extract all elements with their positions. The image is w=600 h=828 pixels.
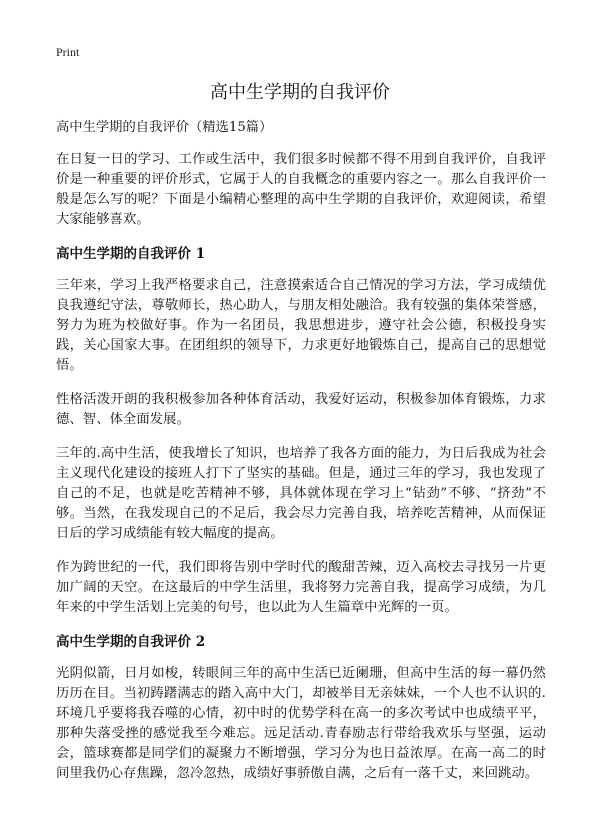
paragraph: 作为跨世纪的一代，我们即将告别中学时代的酸甜苦辣，迈入高校去寻找另一片更加广阔的天空。在这最后的中学生活里，我将努力完善自我，提高学习成绩，为几年来的中学生活划上完美的句号，也以此为人生篇章中光辉的一页。 bbox=[56, 560, 546, 615]
paragraph: 三年的.高中生活，使我增长了知识，也培养了我各方面的能力，为日后我成为社会主义现代化建设的接班人打下了坚实的基础。但是，通过三年的学习，我也发现了自己的不足，也就是吃苦精神不够，具体就体现在学习上“钻劲”不够、“挤劲”不够。当然，在我发现自己的不足后，我会尽力完善自我，培养吃苦精神，从而保证日后的学习成绩能有较大幅度的提高。 bbox=[56, 446, 546, 541]
paragraph: 三年来，学习上我严格要求自己，注意摸索适合自己情况的学习方法，学习成绩优良我遵纪守法，尊敬师长，热心助人，与朋友相处融洽。我有较强的集体荣誉感，努力为班为校做好事。作为一名团员，我思想进步，遵守社会公德，积极投身实践，关心国家大事。在团组织的领导下，力求更好地锻炼自己，提高自己的思想觉悟。 bbox=[56, 278, 546, 373]
section-heading: 高中生学期的自我评价 2 bbox=[56, 634, 206, 650]
section-heading: 高中生学期的自我评价 1 bbox=[56, 246, 206, 262]
section-2 bbox=[56, 632, 546, 784]
paragraph: 光阴似箭，日月如梭，转眼间三年的高中生活已近阑珊，但高中生活的每一幕仍然历历在目。当初踌躇满志的踏入高中大门，却被举目无亲妹妹，一个人也不认识的.环境几乎要将我吞噬的心情，初中时的优势学科在高一的多次考试中也成绩平平，那种失落受挫的感觉我至今难忘。远足活动.青春励志行带给我欢乐与坚强，运动会，篮球赛都是同学们的凝聚力不断增强，学习分为也日益浓厚。在高一高二的时间里我仍心存焦躁，忽冷忽热，成绩好事骄傲自满，之后有一落千丈，来回跳动。 bbox=[56, 666, 546, 781]
section-1 bbox=[56, 244, 546, 618]
article-subtitle: 高中生学期的自我评价（精选15篇） bbox=[56, 120, 273, 135]
paragraph: 性格活泼开朗的我积极参加各种体育活动，我爱好运动，积极参加体育锻炼，力求德、智、体全面发展。 bbox=[56, 392, 546, 427]
page-title: 高中生学期的自我评价 bbox=[210, 82, 390, 103]
article-body bbox=[56, 118, 546, 798]
print-link[interactable]: Print bbox=[56, 45, 80, 59]
intro-paragraph: 在日复一日的学习、工作或生活中，我们很多时候都不得不用到自我评价，自我评价是一种重要的评价形式，它属于人的自我概念的重要内容之一。那么自我评价一般是怎么写的呢？下面是小编精心整理的高中生学期的自我评价，欢迎阅读，希望大家能够喜欢。 bbox=[56, 152, 546, 227]
